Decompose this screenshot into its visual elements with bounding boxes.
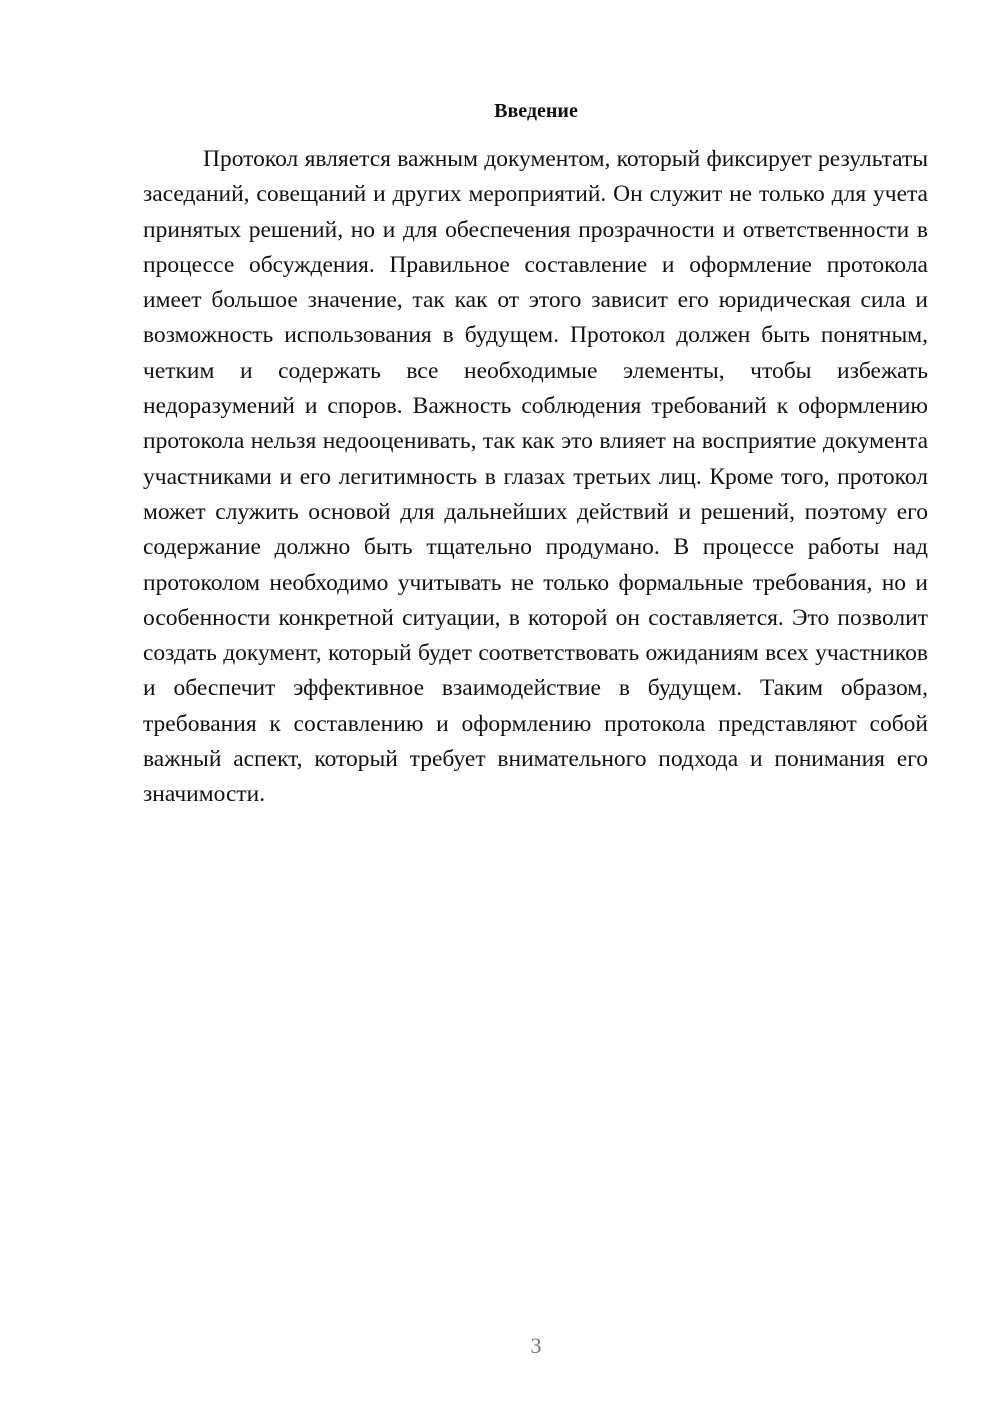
section-heading: Введение (494, 100, 578, 122)
page-number: 3 (530, 1333, 542, 1358)
introduction-paragraph: Протокол является важным документом, который фиксирует результаты заседаний, совещаний и других мероприятий. Он служит не только для учета принятых решений, но и для обеспечения прозрачности и ответственности в процессе обсуждения. Правильное составление и оформление протокола имеет большое значение, так как от этого зависит его юридическая сила и возможность использования в будущем. Протокол должен быть понятным, четким и содержать все необходимые элементы, чтобы избежать недоразумений и споров. Важность соблюдения требований к оформлению протокола нельзя недооценивать, так как это влияет на восприятие документа участниками и его легитимность в глазах третьих лиц. Кроме того, протокол может служить основой для дальнейших действий и решений, поэтому его содержание должно быть тщательно продумано. В процессе работы над протоколом необходимо учитывать не только формальные требования, но и особенности конкретной ситуации, в которой он составляется. Это позволит создать документ, который будет соответствовать ожиданиям всех участников и обеспечит эффективное взаимодействие в будущем. Таким образом, требования к составлению и оформлению протокола представляют собой важный аспект, который требует внимательного подхода и понимания его значимости. (143, 146, 928, 808)
